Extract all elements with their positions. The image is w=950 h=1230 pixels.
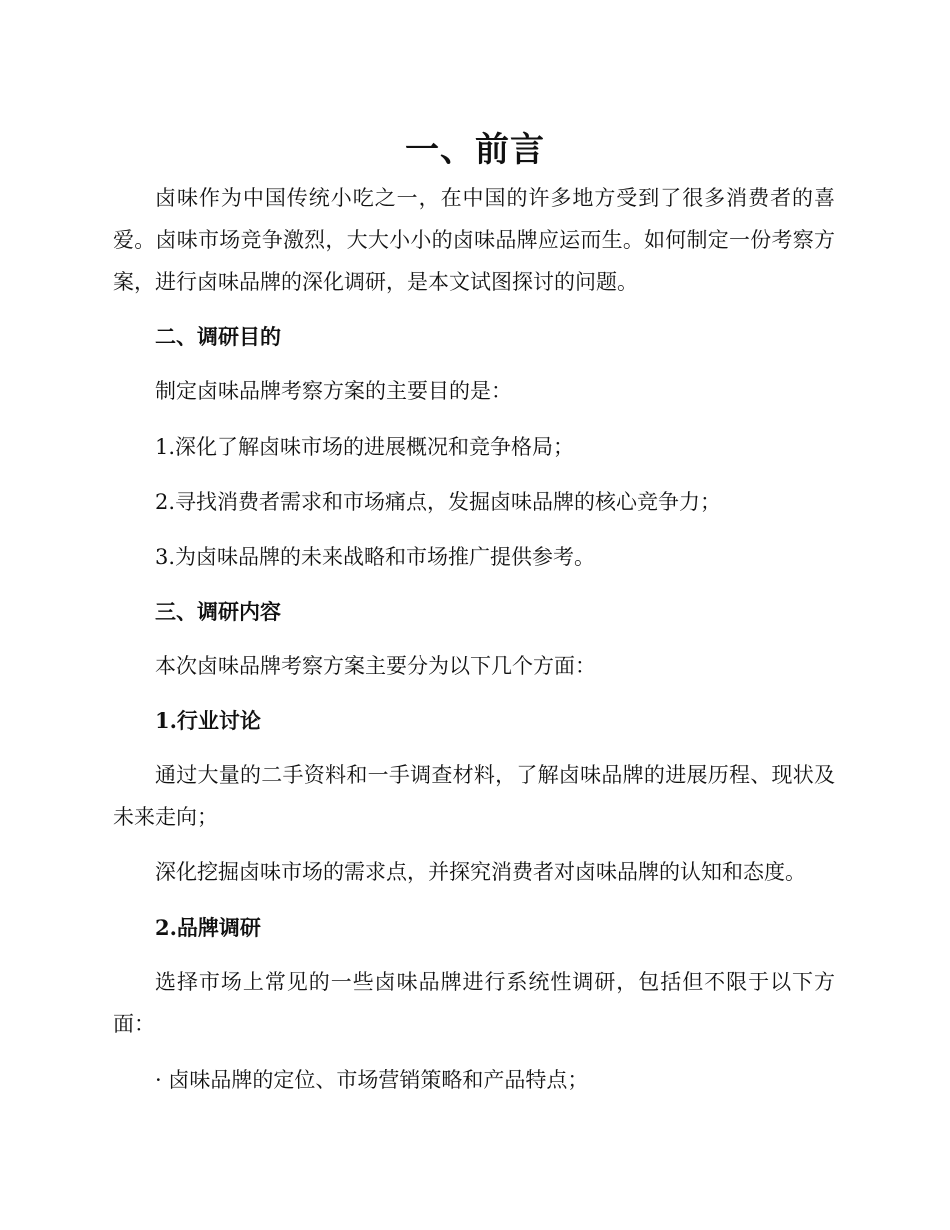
industry-paragraph-1: 通过大量的二手资料和一手调查材料，了解卤味品牌的进展历程、现状及未来走向； — [113, 763, 835, 829]
industry-paragraph-2: 深化挖掘卤味市场的需求点，并探究消费者对卤味品牌的认知和态度。 — [155, 860, 806, 884]
section-heading-purpose: 二、调研目的 — [155, 324, 281, 349]
content-lead-text: 本次卤味品牌考察方案主要分为以下几个方面： — [155, 654, 596, 678]
subsection-heading-brand: 2.品牌调研 — [155, 915, 261, 940]
brand-paragraph-1: 选择市场上常见的一些卤味品牌进行系统性调研，包括但不限于以下方面： — [113, 970, 835, 1036]
purpose-item-2: 2.寻找消费者需求和市场痛点，发掘卤味品牌的核心竞争力； — [155, 490, 722, 514]
page-title: 一、前言 — [405, 130, 545, 170]
purpose-item-1: 1.深化了解卤味市场的进展概况和竞争格局； — [155, 435, 575, 459]
subsection-heading-industry: 1.行业讨论 — [155, 708, 261, 733]
section-heading-content: 三、调研内容 — [155, 599, 281, 624]
brand-bullet-1: · 卤味品牌的定位、市场营销策略和产品特点； — [155, 1068, 589, 1092]
purpose-lead-text: 制定卤味品牌考察方案的主要目的是： — [155, 379, 512, 403]
intro-paragraph: 卤味作为中国传统小吃之一，在中国的许多地方受到了很多消费者的喜爱。卤味市场竞争激烈，大大小小的卤味品牌应运而生。如何制定一份考察方案，进行卤味品牌的深化调研，是本文试图探讨的问题。 — [113, 186, 835, 294]
purpose-item-3: 3.为卤味品牌的未来战略和市场推广提供参考。 — [155, 545, 596, 569]
